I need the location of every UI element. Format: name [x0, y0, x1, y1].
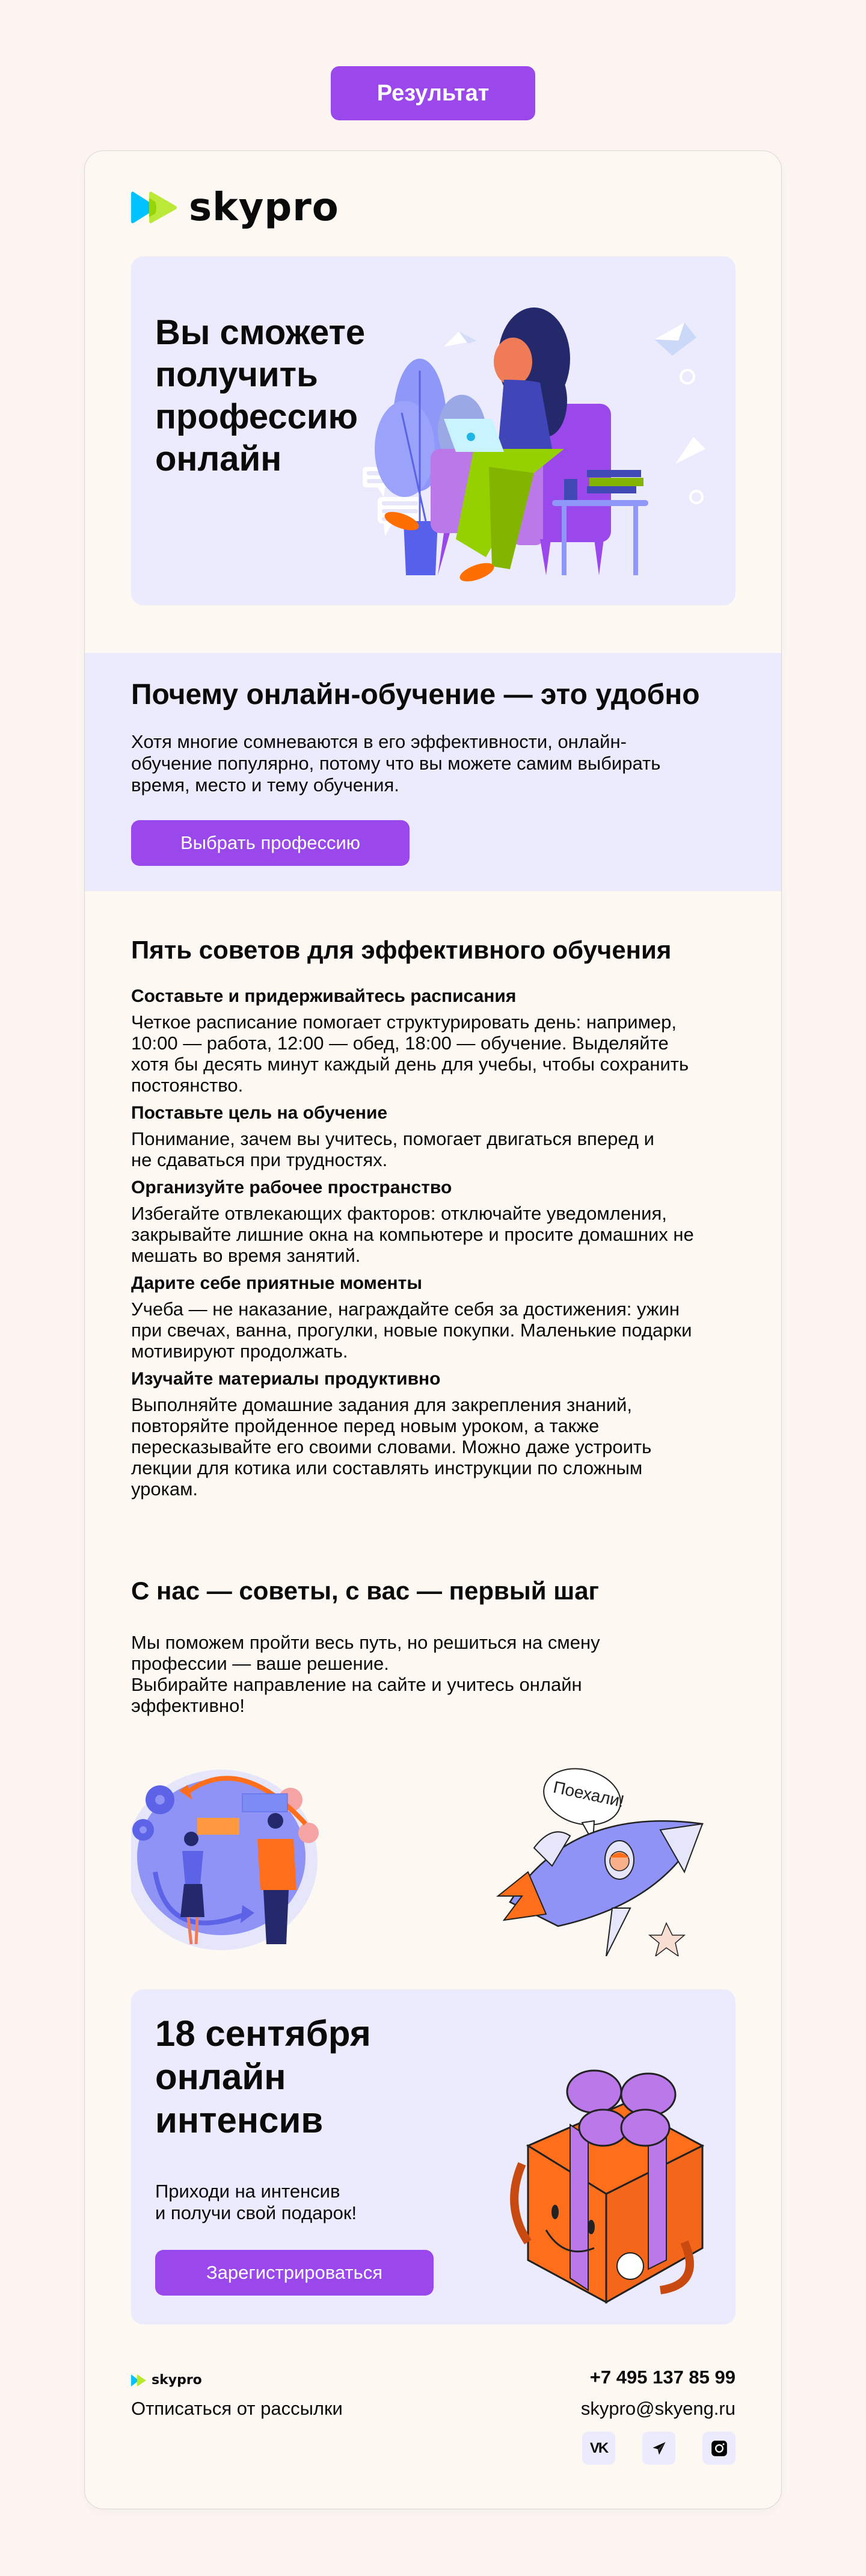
- tip-text: Учеба — не наказание, награждайте себя за достижения: ужин при свечах, ванна, прогулки, новые покупки. Маленькие подарки мотивируют продолжать.: [131, 1299, 692, 1362]
- tips-section: [131, 933, 708, 1506]
- tips-title: Пять советов для эффективного обучения: [131, 936, 672, 964]
- intensive-banner: [131, 1989, 735, 2324]
- choose-profession-button[interactable]: Выбрать профессию: [131, 820, 410, 866]
- intensive-text-line1: Приходи на интенсив: [155, 2181, 340, 2202]
- why-online-section: [85, 653, 782, 891]
- instagram-link[interactable]: [702, 2432, 735, 2465]
- why-title: Почему онлайн-обучение — это удобно: [131, 679, 700, 711]
- register-button[interactable]: Зарегистрироваться: [155, 2250, 434, 2296]
- tip-title: Составьте и придерживайтесь расписания: [131, 986, 517, 1006]
- tip-text: Выполняйте домашние задания для закрепления знаний, повторяйте пройденное перед новым уроком, а также пересказывайте его своими словами. Можно даже устроить лекции для котика или составлять инструкции по сложным урокам.: [131, 1394, 652, 1500]
- tip-text: Избегайте отвлекающих факторов: отключайте уведомления, закрывайте лишние окна на компьютере и просите домашних не мешать во время занятий.: [131, 1203, 694, 1266]
- tip-item: [131, 1102, 708, 1170]
- rocket-speech-text: Поехали!: [551, 1778, 626, 1811]
- intensive-text-line2: и получи свой подарок!: [155, 2202, 357, 2223]
- brand-logo[interactable]: [131, 185, 339, 230]
- tip-title: Организуйте рабочее пространство: [131, 1178, 452, 1197]
- cta-title: С нас — советы, с вас — первый шаг: [131, 1577, 600, 1605]
- instagram-icon: [711, 2440, 728, 2457]
- illustrations-row: [131, 1752, 735, 1956]
- footer: [131, 2365, 735, 2486]
- woman-laptop-illustration-icon: [360, 292, 732, 593]
- footer-logo[interactable]: [131, 2373, 202, 2388]
- intensive-text: [155, 2181, 456, 2224]
- gift-box-illustration-icon: [504, 2068, 720, 2320]
- email-link[interactable]: skypro@skyeng.ru: [580, 2398, 735, 2419]
- brand-name: skypro: [189, 185, 339, 230]
- vk-link[interactable]: [582, 2432, 615, 2465]
- why-text: Хотя многие сомневаются в его эффективности, онлайн-обучение популярно, потому что вы можете самим выбирать время, место и тему обучения.: [131, 731, 661, 795]
- telegram-icon: [651, 2440, 668, 2457]
- tip-item: [131, 1368, 708, 1500]
- cta-text-1: Мы поможем пройти весь путь, но решиться на смену профессии — ваше решение.: [131, 1632, 600, 1674]
- phone-number[interactable]: +7 495 137 85 99: [589, 2367, 735, 2388]
- tip-title: Изучайте материалы продуктивно: [131, 1369, 441, 1389]
- cta-text-2: Выбирайте направление на сайте и учитесь онлайн эффективно!: [131, 1674, 582, 1716]
- tip-title: Дарите себе приятные моменты: [131, 1273, 422, 1293]
- intensive-title: 18 сентября онлайн интенсив: [155, 2013, 371, 2140]
- tip-text: Понимание, зачем вы учитесь, помогает двигаться вперед и не сдаваться при трудностях.: [131, 1128, 654, 1170]
- rocket-illustration-icon: [486, 1752, 735, 1956]
- tip-item: [131, 985, 708, 1096]
- skypro-logo-small-icon: [131, 2374, 147, 2387]
- tip-title: Поставьте цель на обучение: [131, 1103, 388, 1123]
- result-button[interactable]: Результат: [331, 66, 535, 120]
- telegram-link[interactable]: [642, 2432, 675, 2465]
- tip-item: [131, 1272, 708, 1362]
- vk-icon: VK: [589, 2439, 608, 2456]
- tip-text: Четкое расписание помогает структурировать день: например, 10:00 — работа, 12:00 — обед, 18:00 — обучение. Выделяйте хотя бы десять минут каждый день для учебы, чтобы сохранить постоянство.: [131, 1012, 689, 1096]
- email-card: [84, 150, 782, 2509]
- tip-item: [131, 1176, 708, 1266]
- unsubscribe-link[interactable]: Отписаться от рассылки: [131, 2398, 343, 2419]
- people-discussion-illustration-icon: [131, 1752, 360, 1956]
- social-links: [582, 2432, 735, 2465]
- footer-brand: skypro: [152, 2373, 202, 2388]
- first-step-section: [131, 1574, 708, 1716]
- hero-banner: [131, 256, 735, 605]
- skypro-logo-icon: [131, 190, 178, 226]
- hero-title: Вы сможете получить профессию онлайн: [155, 313, 366, 478]
